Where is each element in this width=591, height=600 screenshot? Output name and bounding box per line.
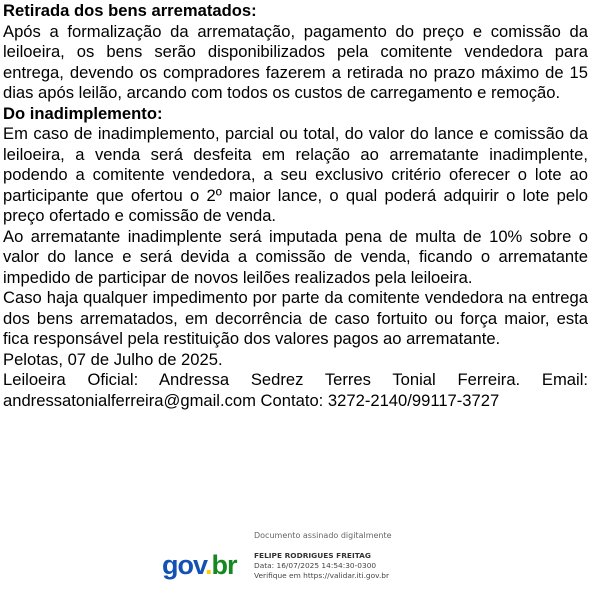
signature-date: Data: 16/07/2025 14:54:30-0300 (254, 561, 377, 570)
auctioneer-contact: Leiloeira Oficial: Andressa Sedrez Terres Tonial Ferreira. Email: andressatonialferreira@gmail.com Contato: 3272-2140/99117-3727 (3, 370, 588, 410)
signature-verify-link[interactable]: Verifique em https://validar.iti.gov.br (254, 571, 390, 580)
place-date: Pelotas, 07 de Julho de 2025. (3, 349, 223, 369)
paragraph-inadimplemento-2: Ao arrematante inadimplente será imputada pena de multa de 10% sobre o valor do lance e será devida a comissão de venda, ficando o arrematante impedido de participar de novos leilões realizados pela leiloeira. (3, 226, 588, 287)
section-heading-retirada: Retirada dos bens arrematados: (3, 1, 257, 20)
svg-text:gov.br: gov.br (162, 550, 237, 580)
document-body (3, 1, 588, 411)
gov-br-logo-icon (162, 550, 244, 584)
paragraph-inadimplemento-3: Caso haja qualquer impedimento por parte da comitente vendedora na entrega dos bens arrematados, em decorrência de caso fortuito ou força maior, esta fica responsável pela restituição dos valores pagos ao arrematante. (3, 288, 588, 348)
paragraph-retirada: Após a formalização da arrematação, pagamento do preço e comissão da leiloeira, os bens serão disponibilizados pela comitente vendedora para entrega, devendo os compradores fazerem a retirada no prazo máximo de 15 dias após leilão, arcando com todos os custos de carregamento e remoção. (3, 21, 588, 102)
signature-details (254, 528, 442, 581)
signature-heading: Documento assinado digitalmente (254, 531, 392, 540)
digital-signature-stamp (162, 528, 442, 590)
signer-name: FELIPE RODRIGUES FREITAG (254, 551, 371, 560)
paragraph-inadimplemento-1: Em caso de inadimplemento, parcial ou total, do valor do lance e comissão da leiloeira, a venda será desfeita em relação ao arrematante inadimplente, podendo a comitente vendedora, a seu exclusivo critério oferecer o lote ao participante que ofertou o 2º maior lance, o qual poderá adquirir o lote pelo preço ofertado e comissão de venda. (3, 124, 588, 225)
section-heading-inadimplemento: Do inadimplemento: (3, 103, 163, 123)
